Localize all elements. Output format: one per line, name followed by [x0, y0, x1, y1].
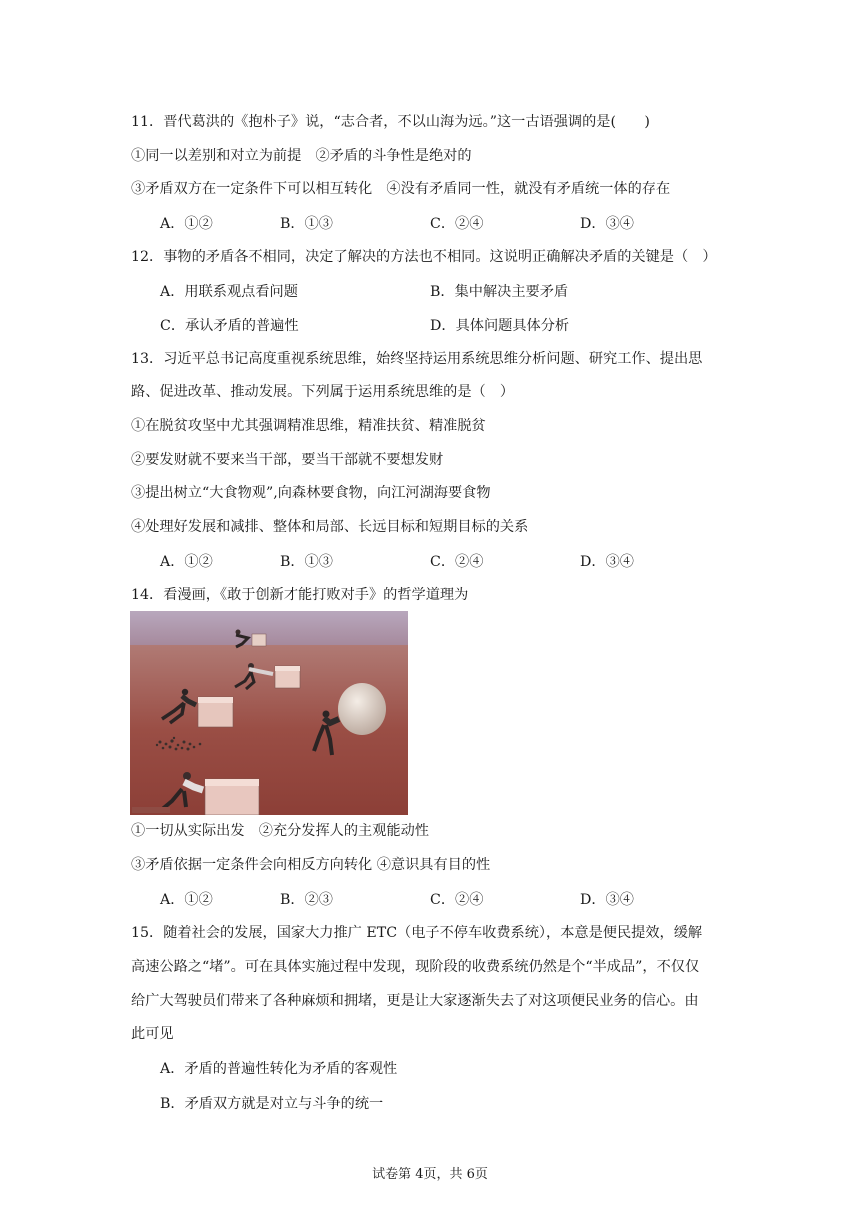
option-d[interactable]: D．③④ — [580, 554, 634, 570]
question-15-stem: 高速公路之“堵”。可在具体实施过程中发现，现阶段的收费系统仍然是个“半成品”，不仅仅 — [131, 959, 700, 975]
option-a[interactable]: A．矛盾的普遍性转化为矛盾的客观性 — [160, 1061, 398, 1077]
option-a[interactable]: A．①② — [160, 892, 213, 908]
question-14-stem: 14．看漫画，《敢于创新才能打败对手》的哲学道理为 — [131, 587, 469, 603]
option-a[interactable]: A．①② — [160, 554, 213, 570]
question-15-stem: 给广大驾驶员们带来了各种麻烦和拥堵，更是让大家逐渐失去了对这项便民业务的信心。由 — [131, 993, 699, 1009]
question-15-stem: 此可见 — [131, 1026, 174, 1042]
option-a[interactable]: A．①② — [160, 216, 213, 232]
option-d[interactable]: D．③④ — [580, 892, 634, 908]
question-11-options — [160, 213, 720, 233]
cartoon-image — [130, 611, 408, 815]
option-c[interactable]: C．②④ — [430, 554, 484, 570]
option-d[interactable]: D．具体问题具体分析 — [430, 318, 570, 334]
option-b[interactable]: B．矛盾双方就是对立与斗争的统一 — [160, 1096, 384, 1112]
option-c[interactable]: C．②④ — [430, 892, 484, 908]
page-footer: 试卷第 4页，共 6页 — [372, 1167, 488, 1182]
option-a[interactable]: A．用联系观点看问题 — [160, 284, 298, 300]
question-14-statement: ①一切从实际出发 ②充分发挥人的主观能动性 — [131, 823, 429, 839]
question-14-options — [160, 889, 720, 909]
question-11-stem: 11．晋代葛洪的《抱朴子》说，“志合者，不以山海为远。”这一古语强调的是( ) — [131, 114, 650, 130]
question-13-statement: ③提出树立“大食物观”,向森林要食物，向江河湖海要食物 — [131, 485, 491, 501]
option-b[interactable]: B．集中解决主要矛盾 — [430, 284, 569, 300]
question-13-stem: 路、促进改革、推动发展。下列属于运用系统思维的是（ ） — [131, 384, 515, 400]
option-c[interactable]: C．承认矛盾的普遍性 — [160, 318, 299, 334]
question-15-stem: 15．随着社会的发展，国家大力推广 ETC（电子不停车收费系统），本意是便民提效，缓解 — [131, 925, 703, 941]
option-d[interactable]: D．③④ — [580, 216, 634, 232]
option-b[interactable]: B．①③ — [280, 554, 333, 570]
question-13-statement: ④处理好发展和减排、整体和局部、长远目标和短期目标的关系 — [131, 519, 529, 535]
question-13-options — [160, 551, 720, 571]
question-13-stem: 13．习近平总书记高度重视系统思维，始终坚持运用系统思维分析问题、研究工作、提出思 — [131, 351, 703, 367]
question-14-statement: ③矛盾依据一定条件会向相反方向转化 ④意识具有目的性 — [131, 857, 491, 873]
question-13-statement: ①在脱贫攻坚中尤其强调精准思维，精准扶贫、精准脱贫 — [131, 418, 486, 434]
option-c[interactable]: C．②④ — [430, 216, 484, 232]
option-b[interactable]: B．①③ — [280, 216, 333, 232]
option-b[interactable]: B．②③ — [280, 892, 333, 908]
question-12-stem: 12．事物的矛盾各不相同，决定了解决的方法也不相同。这说明正确解决矛盾的关键是（ ） — [131, 249, 717, 265]
question-11-statement: ①同一以差别和对立为前提 ②矛盾的斗争性是绝对的 — [131, 148, 472, 164]
question-11-statement: ③矛盾双方在一定条件下可以相互转化 ④没有矛盾同一性，就没有矛盾统一体的存在 — [131, 181, 671, 197]
question-13-statement: ②要发财就不要来当干部，要当干部就不要想发财 — [131, 452, 444, 468]
cartoon-illustration — [130, 611, 408, 815]
